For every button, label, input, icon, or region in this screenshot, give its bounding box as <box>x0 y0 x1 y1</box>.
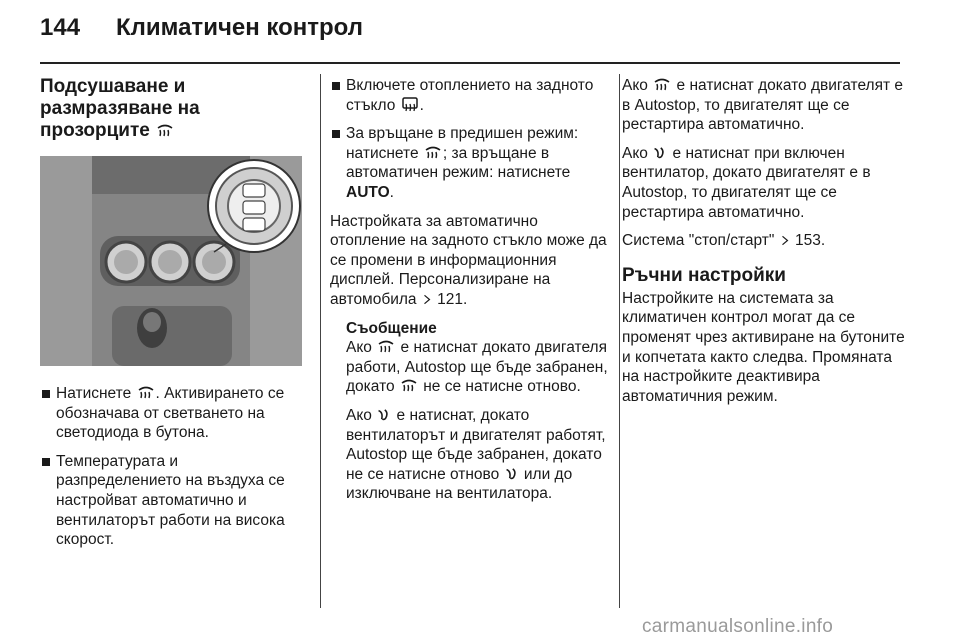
page-reference-arrow-icon <box>422 293 432 306</box>
paragraph-manual-settings: Настройките на системата за климатичен контрол могат да се променят чрез активиране на бутоните и копчетата както следва. Промяната на настройките деактивира автоматичния режим. <box>622 289 905 405</box>
paragraph-defrost-autostop: Ако е натиснат докато двигателят е в Autostop, то двигателят ще се рестартира автоматично. <box>622 77 904 134</box>
windscreen-defrost-icon <box>137 384 155 400</box>
windscreen-defrost-icon <box>653 76 671 92</box>
column-2 <box>330 76 610 513</box>
fan-icon <box>505 466 519 481</box>
note-label: Съобщение <box>346 319 437 337</box>
bullet-rear-window-heating: Включете отоплението на задното стъкло . <box>330 76 610 115</box>
column-divider-1 <box>320 74 321 608</box>
page-title: Климатичен контрол <box>116 14 363 41</box>
column-3 <box>622 76 907 415</box>
windscreen-defrost-icon <box>156 122 174 138</box>
column-1 <box>40 76 305 559</box>
column-divider-2 <box>619 74 620 608</box>
section-heading-defrost: Подсушаване и размразяване на прозорците <box>40 76 200 141</box>
note-block <box>330 319 610 504</box>
paragraph-rear-heating-settings: Настройката за автоматично отопление на задното стъкло може да се промени в информационния дисплей. Персонализиране на автомобила 121. <box>330 212 607 308</box>
fan-icon <box>377 407 391 422</box>
page-reference-arrow-icon <box>780 234 790 247</box>
note-paragraph-2: Ако е натиснат, докато вентилаторът и двигателят работят, Autostop ще бъде забранен, докато не се натисне отново или до изключване на вентилатора. <box>346 406 606 503</box>
section-heading-manual-settings: Ръчни настройки <box>622 264 786 286</box>
paragraph-stop-start-reference: Система "стоп/старт" 153. <box>622 232 826 250</box>
fan-icon <box>653 145 667 160</box>
bullet-return-mode: За връщане в предишен режим: натиснете ; за връщане в автоматичен режим: натиснете AUTO. <box>330 124 610 202</box>
watermark: carmanualsonline.info <box>642 616 834 637</box>
climate-control-photo <box>40 156 302 366</box>
header-divider <box>40 62 900 64</box>
note-paragraph-1: Ако е натиснат докато двигателя работи, Autostop ще бъде забранен, докато не се натисне отново. <box>346 339 608 396</box>
page-number: 144 <box>40 14 81 41</box>
windscreen-defrost-icon <box>377 338 395 354</box>
rear-window-heating-icon <box>401 96 419 112</box>
windscreen-defrost-icon <box>424 144 442 160</box>
bullet-press-defrost: Натиснете . Активирането се обозначава от светването на светодиода в бутона. <box>40 384 305 443</box>
bullet-automatic-settings: Температурата и разпределението на въздуха се настройват автоматично и вентилаторът работи на висока скорост. <box>40 452 305 550</box>
paragraph-fan-autostop: Ако е натиснат при включен вентилатор, докато двигателят е в Autostop, то двигателят ще се рестартира автоматично. <box>622 144 871 221</box>
windscreen-defrost-icon <box>400 377 418 393</box>
